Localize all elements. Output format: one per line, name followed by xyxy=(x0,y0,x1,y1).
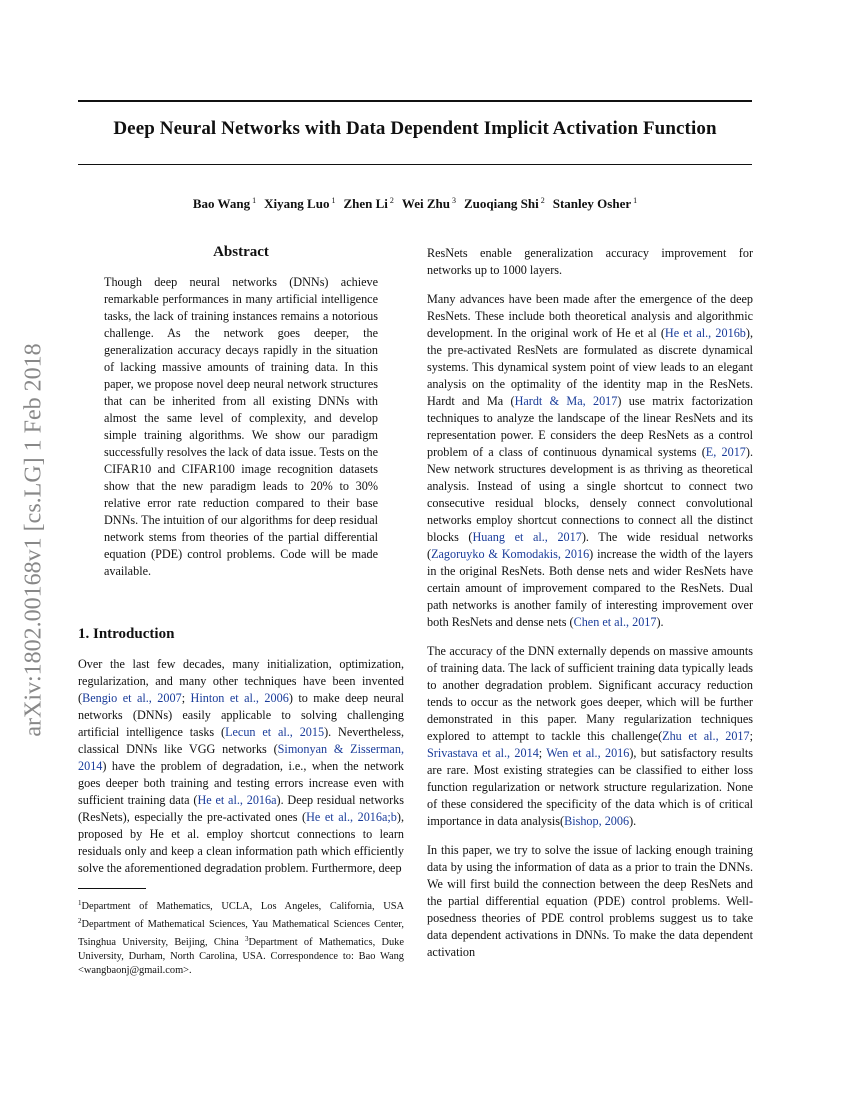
footnote-marker: 3 xyxy=(245,935,249,943)
paragraph-text: Many advances have been made after the emergence of the deep ResNets. These include both theoretical analysis and algorithmic development. In the original work of He et al ( xyxy=(427,292,753,340)
citation-link[interactable]: Hinton et al., 2006 xyxy=(190,691,289,705)
abstract-heading: Abstract xyxy=(213,244,269,260)
citation-link[interactable]: He et al., 2016b xyxy=(664,326,746,340)
paragraph-text: ) have the problem of degradation, i.e., when the network goes deeper both training and testing errors increase even with sufficient training data ( xyxy=(78,759,404,807)
right-column xyxy=(427,245,753,973)
citation-link[interactable]: Srivastava et al., 2014 xyxy=(427,746,539,760)
paragraph-text: ). Deep residual networks (ResNets), especially the pre-activated ones ( xyxy=(78,793,404,824)
body-paragraph xyxy=(427,842,753,961)
introduction-heading: 1. Introduction xyxy=(78,626,175,642)
paragraph-text: In this paper, we try to solve the issue of lacking enough training data by using the information of data as a prior to train the DNNs. We will first build the connection between the deep ResNets and the partial differential equation (PDE) control problems. Well-posedness theories of PDE control problems suggest us to take data dependent activations in DNNs. To make the data dependent activation xyxy=(427,843,753,959)
footnote-rule xyxy=(78,888,146,889)
citation-link[interactable]: Chen et al., 2017 xyxy=(573,615,657,629)
footnote-text: Department of Mathematics, UCLA, Los Angeles, California, USA xyxy=(81,901,404,912)
author-name: Wei Zhu $^3$ xyxy=(401,196,456,211)
author-list xyxy=(78,196,752,212)
citation-link[interactable]: Zhu et al., 2017 xyxy=(662,729,750,743)
paragraph-text: ; xyxy=(181,691,191,705)
paper-title: Deep Neural Networks with Data Dependent Implicit Activation Function xyxy=(113,118,717,139)
affiliation-marker: 1 xyxy=(331,196,336,205)
citation-link[interactable]: E, 2017 xyxy=(705,445,746,459)
paragraph-text: ), but satisfactory results are rare. Most existing strategies can be classified to either loss function regularization or network structure regularization. None of these considered the specificity of the data which is of critical importance in data analysis( xyxy=(427,746,754,828)
affiliation-marker: 3 xyxy=(451,196,456,205)
affiliation-marker: 2 xyxy=(540,196,545,205)
affiliation-footnote xyxy=(78,896,404,978)
paragraph-text: ) use matrix factorization techniques to analyze the landscape of the linear ResNets and its representation power. E considers the deep ResNets as a control problem of a class of continuous dynamical systems ( xyxy=(427,394,753,459)
citation-link[interactable]: He et al., 2016a;b xyxy=(306,810,397,824)
paragraph-text: ). New network structures development is as thriving as theoretical analysis. Instead of using a single shortcut to connect two consecutive residual blocks, densely connect convolutional networks employ shortcut connections to connect all the distinct blocks ( xyxy=(427,445,753,544)
citation-link[interactable]: Bengio et al., 2007 xyxy=(82,691,182,705)
citation-link[interactable]: Simonyan & Zisserman, 2014 xyxy=(78,742,404,773)
affiliation-marker: 2 xyxy=(389,196,394,205)
paragraph-text: The accuracy of the DNN externally depends on massive amounts of training data. The lack of sufficient training data typically leads to another degradation problem. Significant accuracy reduction tends to occur as the network goes deeper, which will be further demonstrated in this paper. Many regularization techniques explored to attempt to tackle this challenge( xyxy=(427,644,753,743)
body-paragraph xyxy=(427,643,753,830)
arxiv-identifier-sidebar xyxy=(4,300,64,780)
affiliation-marker: 1 xyxy=(252,196,257,205)
paragraph-text: ), proposed by He et al. employ shortcut connections to learn residuals only and keep a clean information path which efficiently solve the aforementioned degradation problem. Furthermore, deep xyxy=(78,810,404,875)
introduction-paragraph xyxy=(78,656,404,877)
citation-link[interactable]: Huang et al., 2017 xyxy=(472,530,582,544)
author-name: Bao Wang $^1$ xyxy=(192,196,257,211)
paragraph-text: Over the last few decades, many initialization, optimization, regularization, and many other techniques have been invented ( xyxy=(78,657,404,705)
citation-link[interactable]: Lecun et al., 2015 xyxy=(225,725,325,739)
body-paragraph xyxy=(427,291,753,631)
paragraph-text: ), the pre-activated ResNets are formulated as discrete dynamical systems. This dynamical system point of view leads to an elegant analysis on the optimality of the identity map in the ResNets. Hardt and Ma ( xyxy=(427,326,753,408)
citation-link[interactable]: Bishop, 2006 xyxy=(564,814,630,828)
paragraph-text: ; xyxy=(538,746,547,760)
title-bottom-rule xyxy=(78,164,752,165)
paragraph-text: ) to make deep neural networks (DNNs) easily applicable to solving challenging artificial intelligence tasks ( xyxy=(78,691,405,739)
author-name: Stanley Osher $^1$ xyxy=(552,196,638,211)
paragraph-text: ). The wide residual networks ( xyxy=(427,530,753,561)
footnote-text: Department of Mathematical Sciences, Yau Mathematical Sciences Center, Tsinghua University, Beijing, China xyxy=(78,919,404,948)
paragraph-text: ). xyxy=(656,615,664,629)
citation-link[interactable]: He et al., 2016a xyxy=(197,793,277,807)
citation-link[interactable]: Zagoruyko & Komodakis, 2016 xyxy=(431,547,590,561)
paragraph-text: ResNets enable generalization accuracy improvement for networks up to 1000 layers. xyxy=(427,246,753,277)
paragraph-text: ). Nevertheless, classical DNNs like VGG networks ( xyxy=(78,725,405,756)
paragraph-text: ). xyxy=(629,814,637,828)
footnote-marker: 2 xyxy=(78,917,82,925)
abstract-text: Though deep neural networks (DNNs) achieve remarkable performances in many artificial intelligence tasks, the lack of training instances remains a notorious challenge. As the network goes deeper, the generalization accuracy decays rapidly in the situation of lacking massive amounts of training data. In this paper, we propose novel deep neural network structures that can be inherited from all existing DNNs with almost the same level of complexity, and develop simple training algorithms. We show our paradigm successfully resolves the lack of data issue. Tests on the CIFAR10 and CIFAR100 image recognition datasets show that the new paradigm leads to 20% to 30% relative error rate reduction compared to their base DNNs. The intuition of our algorithms for deep residual network stems from theories of the partial differential equation (PDE) control problems. Code will be made available. xyxy=(104,275,378,578)
title-top-rule xyxy=(78,100,752,102)
author-name: Xiyang Luo $^1$ xyxy=(264,196,336,211)
paragraph-text: ) increase the width of the layers in the original ResNets. Both dense nets and wider ResNets have certain amount of improvement compared to the ResNets. Dual path networks is another family of interesting improvement over both ResNets and dense nets ( xyxy=(427,547,753,629)
arxiv-identifier: arXiv:1802.00168v1 [cs.LG] 1 Feb 2018 xyxy=(20,343,47,737)
citation-link[interactable]: Hardt & Ma, 2017 xyxy=(514,394,618,408)
affiliation-marker: 1 xyxy=(633,196,638,205)
footnote-text: Department of Mathematics, Duke University, Durham, North Carolina, USA. Correspondence to: Bao Wang <wangbaonj@gmail.com>. xyxy=(78,937,404,976)
paragraph-text: ; xyxy=(749,729,753,743)
author-name: Zuoqiang Shi $^2$ xyxy=(463,196,545,211)
citation-link[interactable]: Wen et al., 2016 xyxy=(546,746,630,760)
author-name: Zhen Li $^2$ xyxy=(343,196,394,211)
footnote-marker: 1 xyxy=(78,899,82,907)
body-paragraph xyxy=(427,245,753,279)
